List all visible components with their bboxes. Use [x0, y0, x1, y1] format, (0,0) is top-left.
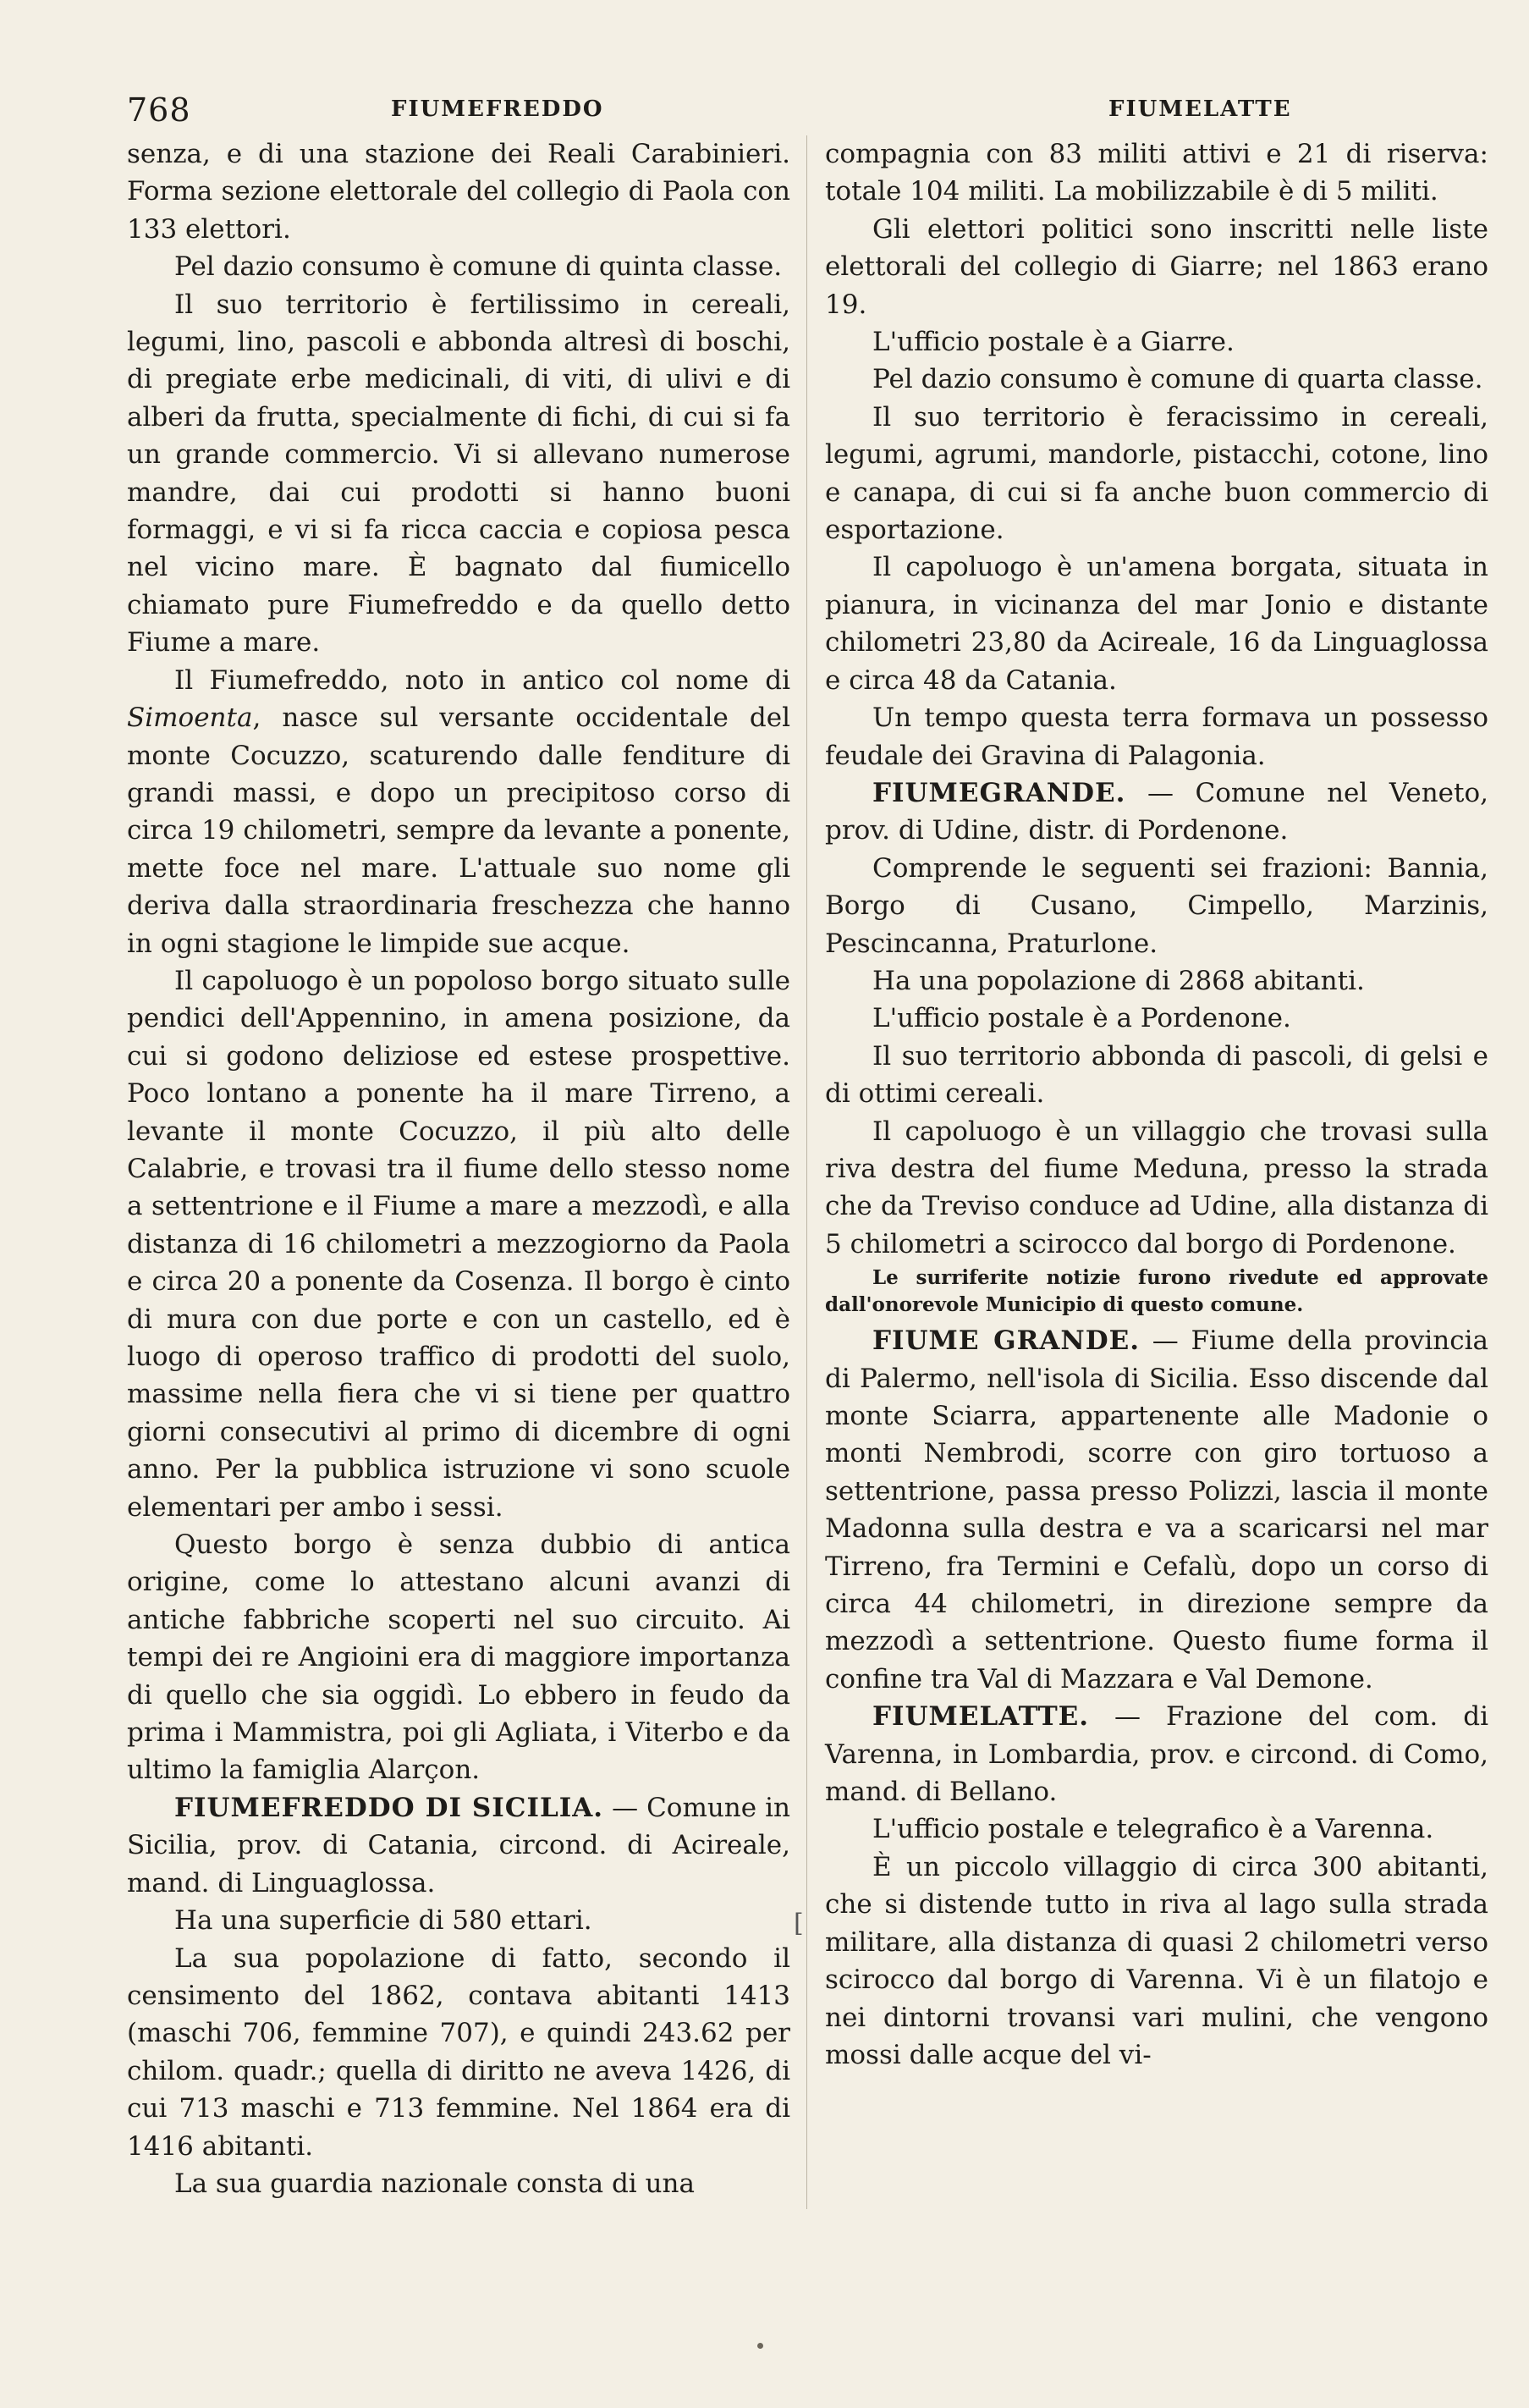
entry-title: FIUME GRANDE.: [872, 1325, 1141, 1357]
page-header: [127, 91, 1447, 132]
entry-paragraph: [825, 1698, 1488, 1810]
paragraph: senza, e di una stazione dei Reali Carabinieri. Forma sezione elettorale del collegio di Paola con 133 elettori.: [127, 139, 790, 245]
paragraph: Ha una popolazione di 2868 abitanti.: [872, 965, 1365, 996]
paragraph: L'ufficio postale e telegrafico è a Varenna.: [872, 1814, 1434, 1845]
entry-title: FIUMEFREDDO DI SICILIA.: [174, 1792, 604, 1823]
paragraph: Comprende le seguenti sei frazioni: Bannia, Borgo di Cusano, Cimpello, Marzinis, Pescincanna, Praturlone.: [825, 852, 1488, 959]
paragraph: Il suo territorio è feracissimo in cereali, legumi, agrumi, mandorle, pistacchi, cotone, lino e canapa, di cui si fa anche buon commercio di esportazione.: [825, 401, 1488, 546]
paragraph: La sua guardia nazionale consta di una: [174, 2168, 695, 2199]
running-head-right: FIUMELATTE: [1108, 96, 1292, 122]
entry-text: — Frazione del com. di Varenna, in Lombardia, prov. e circond. di Como, mand. di Bellano.: [825, 1701, 1488, 1808]
column-divider: [806, 135, 807, 2209]
entry-text: — Fiume della provincia di Palermo, nell'isola di Sicilia. Esso discende dal monte Sciarra, appartenente alle Madonie o monti Nembrodi, scorre con giro tortuoso a settentrione, passa presso Polizzi, lascia il monte Madonna sulla destra e va a scaricarsi nel mar Tirreno, fra Termini e Cefalù, dopo un corso di circa 44 chilometri, in direzione sempre da mezzodì a settentrione. Questo fiume forma il confine tra Val di Mazzara e Val Demone.: [825, 1325, 1488, 1694]
right-column: [825, 135, 1488, 2074]
paragraph: Il suo territorio abbonda di pascoli, di gelsi e di ottimi cereali.: [825, 1040, 1488, 1110]
paragraph: Ha una superficie di 580 ettari.: [174, 1905, 592, 1937]
paragraph: [127, 662, 790, 962]
ink-spot: [757, 2343, 763, 2349]
paragraph: La sua popolazione di fatto, secondo il censimento del 1862, contava abitanti 1413 (maschi 706, femmine 707), e quindi 243.62 per chilom. quadr.; quella di diritto ne aveva 1426, di cui 713 maschi e 713 femmine. Nel 1864 era di 1416 abitanti.: [127, 1942, 790, 2162]
paragraph: Il capoluogo è un villaggio che trovasi sulla riva destra del fiume Meduna, presso la strada che da Treviso conduce ad Udine, alla distanza di 5 chilometri a scirocco dal borgo di Pordenone.: [825, 1116, 1488, 1259]
entry-paragraph: [825, 774, 1488, 850]
paragraph: Questo borgo è senza dubbio di antica origine, come lo attestano alcuni avanzi di antiche fabbriche scoperti nel suo circuito. Ai tempi dei re Angioini era di maggiore importanza di quello che sia oggidì. Lo ebbero in feudo da prima i Mammistra, poi gli Agliata, i Viterbo e da ultimo la famiglia Alarçon.: [127, 1529, 790, 1786]
paragraph: È un piccolo villaggio di circa 300 abitanti, che si distende tutto in riva al lago sulla strada militare, alla distanza di quasi 2 chilometri verso scirocco dal borgo di Varenna. Vi è un filatojo e nei dintorni trovansi vari mulini, che vengono mossi dalle acque del vi-: [825, 1851, 1488, 2070]
paragraph-text: Il Fiumefreddo, noto in antico col nome di: [174, 664, 790, 696]
paragraph: Il capoluogo è un popoloso borgo situato sulle pendici dell'Appennino, in amena posizione, da cui si godono deliziose ed estese prospettive. Poco lontano a ponente ha il mare Tirreno, a levante il monte Cocuzzo, il più alto delle Calabrie, e trovasi tra il fiume dello stesso nome a settentrione e il Fiume a mare a mezzodì, e alla distanza di 16 chilometri a mezzogiorno da Paola e circa 20 a ponente da Cosenza. Il borgo è cinto di mura con due porte e con un castello, ed è luogo di operoso traffico di prodotti del suolo, massime nella fiera che vi si tiene per quattro giorni consecutivi al primo di dicembre di ogni anno. Per la pubblica istruzione vi sono scuole elementari per ambo i sessi.: [127, 965, 790, 1523]
entry-text: — Comune nel Veneto, prov. di Udine, distr. di Pordenone.: [825, 777, 1488, 846]
entry-text: — Comune in Sicilia, prov. di Catania, circond. di Acireale, mand. di Linguaglossa.: [127, 1792, 790, 1898]
editorial-note: Le surriferite notizie furono rivedute ed approvate dall'onorevole Municipio di questo comune.: [825, 1266, 1488, 1317]
paragraph: L'ufficio postale è a Giarre.: [872, 327, 1235, 358]
paragraph: Pel dazio consumo è comune di quarta classe.: [872, 364, 1483, 395]
paragraph: Gli elettori politici sono inscritti nelle liste elettorali del collegio di Giarre; nel 1863 erano 19.: [825, 213, 1488, 320]
paragraph: Il capoluogo è un'amena borgata, situata in pianura, in vicinanza del mar Jonio e distante chilometri 23,80 da Acireale, 16 da Linguaglossa e circa 48 da Catania.: [825, 552, 1488, 696]
running-head-left: FIUMEFREDDO: [391, 96, 604, 122]
left-column: [127, 135, 790, 2202]
entry-paragraph: [127, 1789, 790, 1902]
paragraph: Un tempo questa terra formava un possesso feudale dei Gravina di Palagonia.: [825, 703, 1488, 771]
paragraph: compagnia con 83 militi attivi e 21 di riserva: totale 104 militi. La mobilizzabile è di 5 militi.: [825, 139, 1488, 207]
paragraph-text: , nasce sul versante occidentale del monte Cocuzzo, scaturendo dalle fenditure di grandi massi, e dopo un precipitoso corso di circa 19 chilometri, sempre da levante a ponente, mette foce nel mare. L'attuale suo nome gli deriva dalla straordinaria freschezza che hanno in ogni stagione le limpide sue acque.: [127, 703, 790, 959]
page-number: 768: [127, 91, 191, 129]
entry-paragraph: [825, 1322, 1488, 1698]
margin-mark: [: [794, 1909, 804, 1938]
entry-title: FIUMELATTE.: [872, 1701, 1090, 1733]
italic-term: Simoenta: [127, 703, 253, 734]
paragraph: Pel dazio consumo è comune di quinta classe.: [174, 251, 783, 283]
paragraph: Il suo territorio è fertilissimo in cereali, legumi, lino, pascoli e abbonda altresì di boschi, di pregiate erbe medicinali, di viti, di ulivi e di alberi da frutta, specialmente di fichi, di cui si fa un grande commercio. Vi si allevano numerose mandre, dai cui prodotti si hanno buoni formaggi, e vi si fa ricca caccia e copiosa pesca nel vicino mare. È bagnato dal fiumicello chiamato pure Fiumefreddo e da quello detto Fiume a mare.: [127, 289, 790, 658]
paragraph: L'ufficio postale è a Pordenone.: [872, 1003, 1291, 1034]
entry-title: FIUMEGRANDE.: [872, 777, 1126, 808]
